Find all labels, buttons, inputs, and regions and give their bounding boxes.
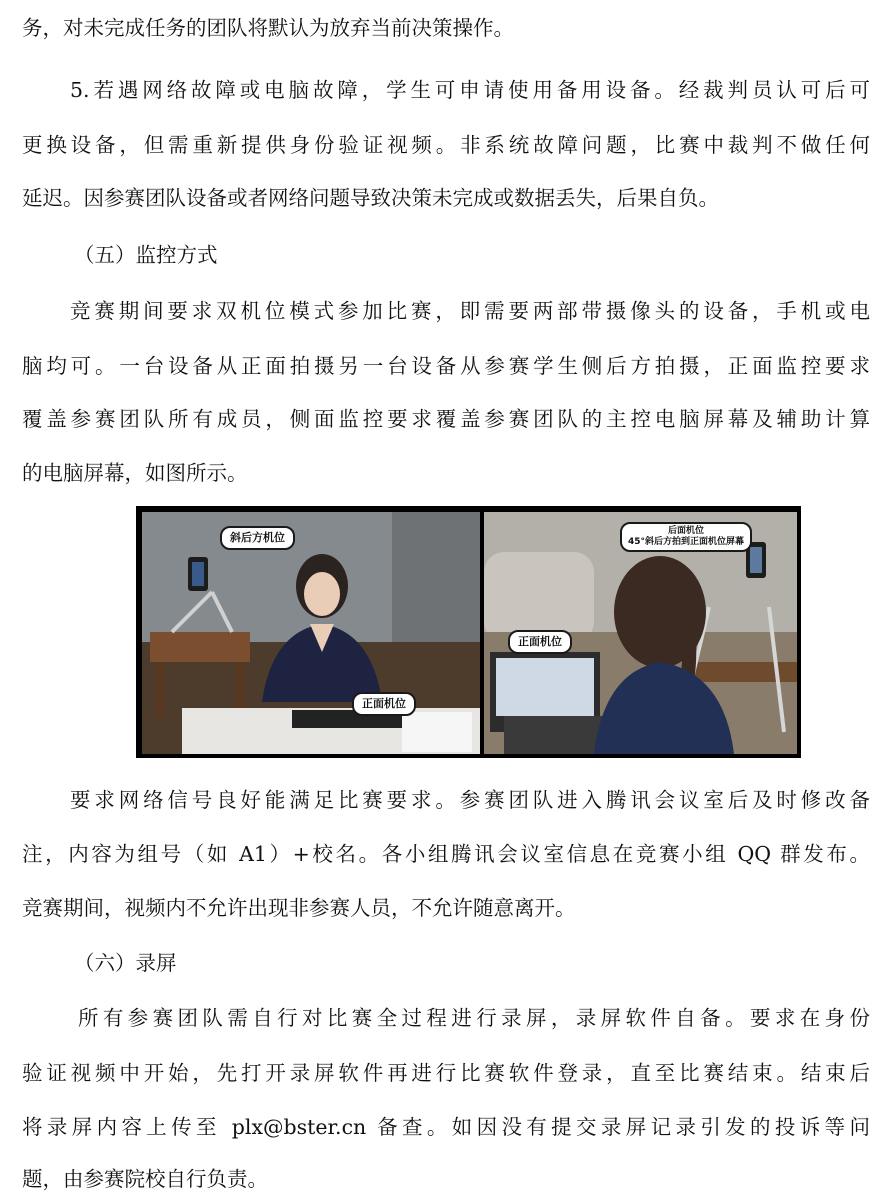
paragraph-line: 更换设备，但需重新提供身份验证视频。非系统故障问题，比赛中裁判不做任何	[22, 133, 870, 157]
paragraph-line: 脑均可。一台设备从正面拍摄另一台设备从参赛学生侧后方拍摄，正面监控要求	[22, 354, 870, 378]
paragraph-line: 5.若遇网络故障或电脑故障，学生可申请使用备用设备。经裁判员认可后可	[70, 78, 870, 102]
front-view-illustration	[142, 512, 480, 754]
rear-view-photo	[484, 512, 797, 754]
paragraph-line: 要求网络信号良好能满足比赛要求。参赛团队进入腾讯会议室后及时修改备	[70, 788, 870, 812]
paragraph-line: 将录屏内容上传至 plx@bster.cn 备查。如因没有提交录屏记录引发的投诉等问	[22, 1115, 870, 1139]
paragraph-line: 务，对未完成任务的团队将默认为放弃当前决策操作。	[22, 16, 514, 40]
rear-camera-label-right	[620, 522, 752, 552]
rear-camera-title: 后面机位	[668, 526, 705, 536]
rear-camera-label: 斜后方机位	[220, 526, 295, 550]
paragraph-line: 题，由参赛院校自行负责。	[22, 1167, 268, 1191]
paragraph-line: 验证视频中开始，先打开录屏软件再进行比赛软件登录，直至比赛结束。结束后	[22, 1061, 870, 1085]
paragraph-line: 覆盖参赛团队所有成员，侧面监控要求覆盖参赛团队的主控电脑屏幕及辅助计算	[22, 407, 870, 431]
rear-camera-subtitle: 45°斜后方拍到正面机位屏幕	[628, 537, 745, 547]
paragraph-line: 竞赛期间，视频内不允许出现非参赛人员，不允许随意离开。	[22, 896, 576, 920]
paragraph-line: 竞赛期间要求双机位模式参加比赛，即需要两部带摄像头的设备，手机或电	[70, 299, 870, 323]
section-heading: （六）录屏	[74, 951, 177, 975]
paragraph-line: 所有参赛团队需自行对比赛全过程进行录屏，录屏软件自备。要求在身份	[78, 1006, 870, 1030]
front-view-photo	[142, 512, 480, 754]
section-heading: （五）监控方式	[74, 243, 218, 267]
paragraph-line: 注，内容为组号（如 A1）+校名。各小组腾讯会议室信息在竞赛小组 QQ 群发布。	[22, 842, 870, 866]
paragraph-line: 的电脑屏幕，如图所示。	[22, 461, 248, 485]
paragraph-line: 延迟。因参赛团队设备或者网络问题导致决策未完成或数据丢失，后果自负。	[22, 186, 719, 210]
front-camera-label: 正面机位	[352, 692, 416, 716]
front-camera-label-right: 正面机位	[508, 630, 572, 654]
camera-setup-figure	[136, 506, 801, 758]
